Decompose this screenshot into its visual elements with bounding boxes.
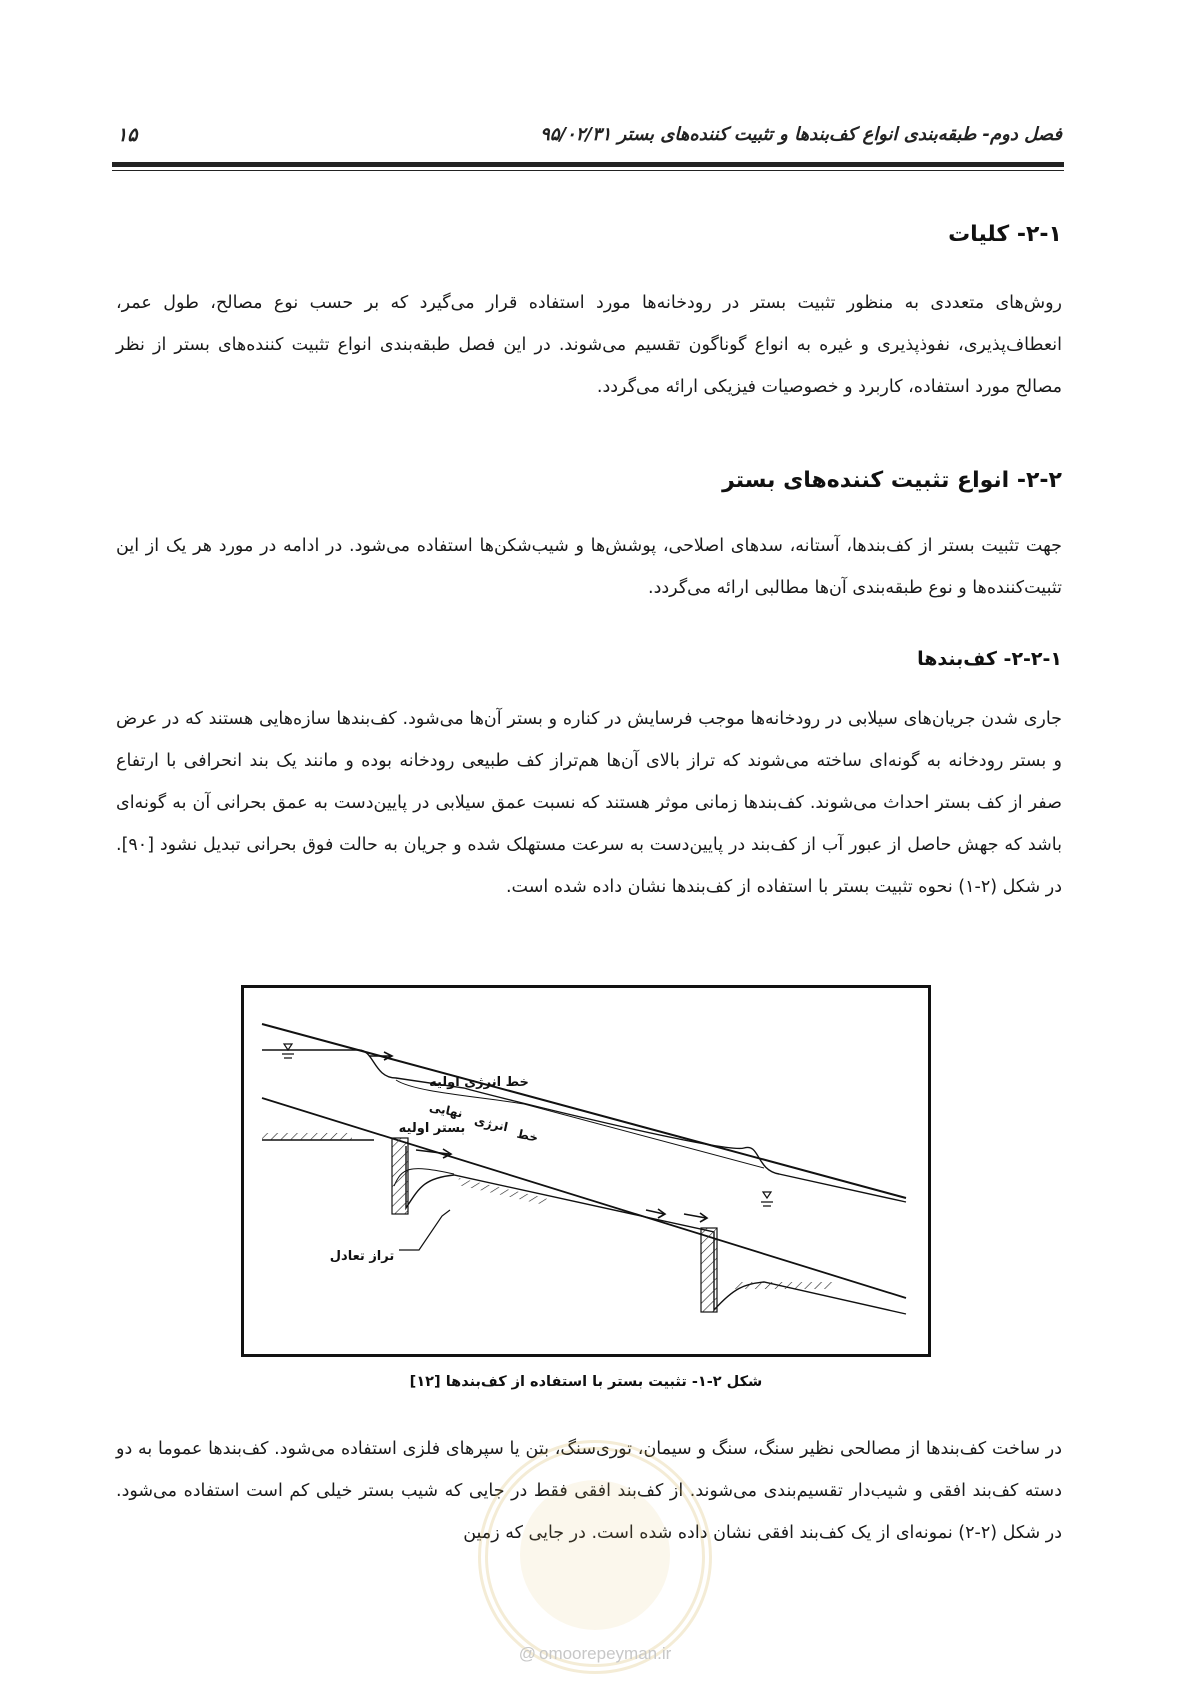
figure-label-final-energy-final: نهایی xyxy=(428,1099,464,1121)
watermark-site-text: omoorepeyman.ir xyxy=(538,1644,672,1663)
watermark-seal-inner xyxy=(520,1480,670,1630)
figure-label-final-energy-line: خط xyxy=(515,1126,540,1145)
downstream-ground-hatch xyxy=(734,1282,834,1289)
figure-drawing xyxy=(244,988,934,1360)
page-number: ۱۵ xyxy=(117,124,138,146)
figure-label-initial-bed: بستر اولیه xyxy=(398,1121,466,1136)
paragraph-bed-sill-materials: در ساخت کف‌بندها از مصالحی نظیر سنگ، سنگ و سیمان، توری‌سنگ، بتن یا سپرهای فلزی استفاده می‌شود. کف‌بندها عموما به دو دسته کف‌بند افقی و شیب‌دار تقسیم‌بندی می‌شوند. از کف‌بند افقی فقط در جایی که شیب بستر خیلی کم است استفاده می‌شود. در شکل (۲-۲) نمونه‌ای از یک کف‌بند افقی نشان داده شده است. در جایی که زمین xyxy=(116,1439,1062,1543)
paragraph-generalities: روش‌های متعددی به منظور تثبیت بستر در رودخانه‌ها مورد استفاده قرار می‌گیرد که بر حسب نوع مصالح، طول عمر، انعطاف‌پذیری، نفوذپذیری و غیره به انواع گوناگون تقسیم می‌شوند. در این فصل طبقه‌بندی انواع تثبیت کننده‌های بستر از نظر مصالح مورد استفاده، کاربرد و خصوصیات فیزیکی ارائه می‌گردد. xyxy=(116,293,1062,397)
figure-label-final-energy-energy: انرژی xyxy=(473,1113,510,1135)
figure-caption: شکل ۲-۱- تثبیت بستر با استفاده از کف‌بندها [۱۲] xyxy=(409,1374,763,1390)
paragraph-bed-sills: جاری شدن جریان‌های سیلابی در رودخانه‌ها موجب فرسایش در کناره و بستر آن‌ها می‌شود. کف‌بندها سازه‌هایی هستند که در عرض و بستر رودخانه به گونه‌ای ساخته می‌شوند که تراز بالای آن‌ها هم‌تراز کف طبیعی رودخانه بوده و مانند یک بند انحرافی با ارتفاع صفر از کف بستر احداث می‌شوند. کف‌بندها زمانی موثر هستند که نسبت عمق سیلابی در پایین‌دست به عمق بحرانی آن به گونه‌ای باشد که جهش حاصل از عبور آب از کف‌بند در پایین‌دست به سرعت مستهلک شده و جریان به حالت فوق بحرانی تبدیل نشود [۹۰]. در شکل (۲-۱) نحوه تثبیت بستر با استفاده از کف‌بندها نشان داده شده است. xyxy=(116,709,1062,897)
paragraph-stabilizer-types: جهت تثبیت بستر از کف‌بندها، آستانه، سدهای اصلاحی، پوشش‌ها و شیب‌شکن‌ها استفاده می‌شود. در ادامه در مورد هر یک از این تثبیت‌کننده‌ها و نوع طبقه‌بندی آن‌ها مطالبی ارائه می‌گردد. xyxy=(116,536,1062,598)
equilibrium-leader-line xyxy=(399,1210,450,1250)
figure-label-equilibrium-level: تراز تعادل xyxy=(329,1249,395,1264)
running-header-title: فصل دوم- طبقه‌بندی انواع کف‌بندها و تثبیت کننده‌های بستر ۹۵/۰۲/۳۱ xyxy=(540,124,1062,145)
figure-label-initial-energy-line: خط انرژی اولیه xyxy=(429,1075,529,1090)
section-heading-generalities: ۲-۱- کلیات xyxy=(948,222,1062,247)
downstream-bed-sill xyxy=(701,1228,717,1312)
header-rule-thin xyxy=(112,170,1064,171)
header-rule-thick xyxy=(112,162,1064,167)
figure-bed-stabilization xyxy=(241,985,931,1357)
water-level-symbol-downstream xyxy=(763,1192,771,1198)
section-heading-stabilizer-types: ۲-۲- انواع تثبیت کننده‌های بستر xyxy=(722,468,1062,493)
subsection-heading-bed-sills: ۲-۲-۱- کف‌بندها xyxy=(917,648,1062,670)
water-level-symbol-upstream xyxy=(284,1044,292,1050)
watermark-at-symbol: @ xyxy=(518,1644,536,1663)
watermark-site xyxy=(0,1644,1190,1664)
water-surface-line xyxy=(262,1050,906,1202)
upstream-bed-sill xyxy=(392,1138,408,1214)
initial-bed-line xyxy=(262,1098,906,1298)
upstream-ground-hatch xyxy=(262,1133,352,1140)
